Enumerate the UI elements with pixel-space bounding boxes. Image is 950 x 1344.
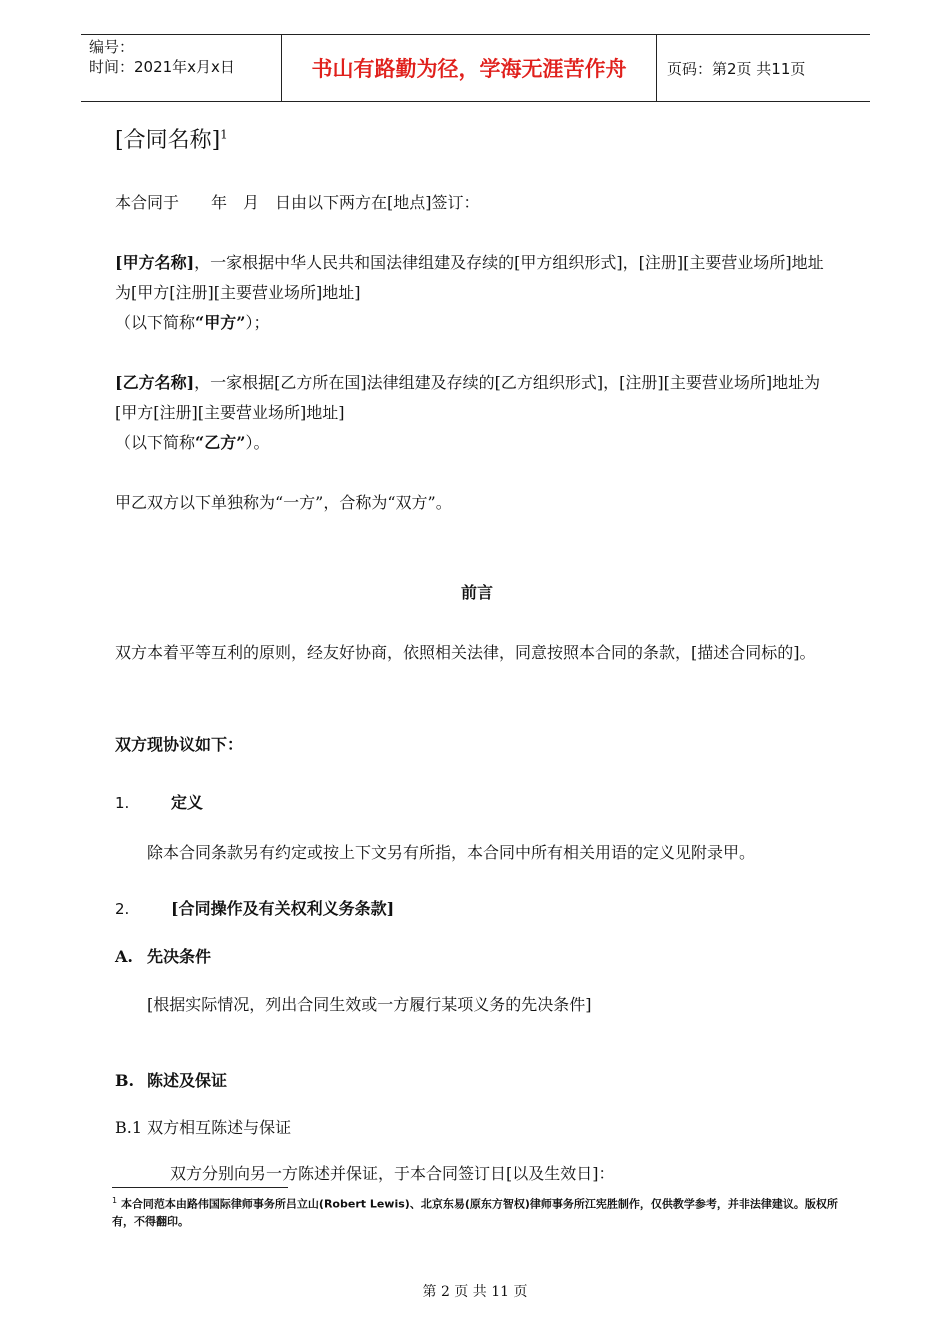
signing-line: 本合同于 年 月 日由以下两方在[地点]签订： [115, 193, 480, 212]
party-a-abbreviation: （以下简称“甲方”）； [115, 313, 270, 332]
preface-heading: 前言 [460, 583, 493, 602]
page-footer: 第 2 页 共 11 页 [422, 1284, 528, 1300]
section-1-heading: 1. 定义 [115, 793, 204, 812]
section-b-heading: B. 陈述及保证 [115, 1071, 228, 1090]
section-b1-text: 双方分别向另一方陈述并保证，于本合同签订日[以及生效日]： [170, 1164, 615, 1183]
page-header [81, 34, 870, 102]
party-b-paragraph: [乙方名称]，一家根据[乙方所在国]法律组建及存续的[乙方组织形式]，[注册][主要营业场所]地址为[甲方[注册][主要营业场所]地址] [115, 373, 821, 422]
footnote: $^1$ 本合同范本由路伟国际律师事务所吕立山(Robert Lewis)、北京东易(原东方智权)律师事务所江宪胜制作，仅供教学参考，并非法律建议。版权所有，不得翻印。 [112, 1196, 838, 1228]
section-1-text: 除本合同条款另有约定或按上下文另有所指，本合同中所有相关用语的定义见附录甲。 [147, 843, 756, 862]
collective-definition: 甲乙双方以下单独称为“一方”，合称为“双方”。 [115, 493, 452, 512]
header-motto: 书山有路勤为径，学海无涯苦作舟 [281, 35, 657, 101]
agreement-heading: 双方现协议如下： [115, 735, 244, 754]
section-b1-heading: B.1 双方相互陈述与保证 [115, 1118, 292, 1137]
header-page-info: 页码：第2页 共11页 [667, 59, 806, 78]
section-a-text: [根据实际情况，列出合同生效或一方履行某项义务的先决条件] [147, 995, 592, 1014]
preface-text: 双方本着平等互利的原则，经友好协商，依照相关法律，同意按照本合同的条款，[描述合同标的]。 [115, 643, 816, 662]
contract-title: [合同名称]$^1$ [115, 127, 228, 153]
party-b-abbreviation: （以下简称“乙方”）。 [115, 433, 270, 452]
section-a-heading: A. 先决条件 [115, 947, 212, 966]
time-label: 时间：2021年x月x日 [89, 58, 235, 76]
footnote-ref: 1 [220, 127, 228, 142]
serial-label: 编号： [89, 38, 135, 56]
party-a-paragraph: [甲方名称]，一家根据中华人民共和国法律组建及存续的[甲方组织形式]，[注册][主要营业场所]地址为[甲方[注册][主要营业场所]地址] [115, 253, 824, 302]
footnote-separator [112, 1187, 288, 1188]
header-meta [81, 35, 281, 101]
section-2-heading: 2. [合同操作及有关权利义务条款] [115, 899, 395, 918]
